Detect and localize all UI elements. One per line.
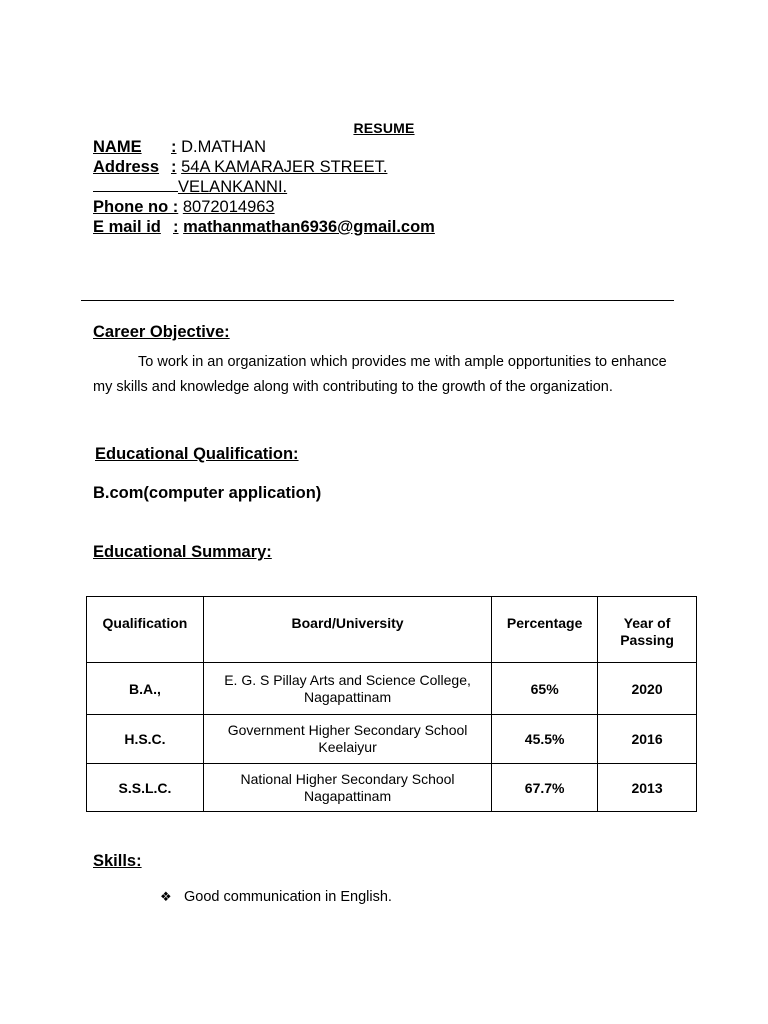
name-row [93,137,435,157]
horizontal-divider [81,300,674,301]
cell-qualification: H.S.C. [87,715,204,764]
skills-heading: Skills: [93,852,142,870]
email-row [93,217,435,237]
skill-text: Good communication in English. [184,889,392,905]
cell-board: Government Higher Secondary School Keelaiyur [203,715,491,764]
name-label: NAME [93,138,142,156]
cell-qualification: B.A., [87,663,204,715]
cell-year: 2013 [598,764,697,812]
address-row-2 [93,177,435,197]
cell-board: National Higher Secondary School Nagapattinam [203,764,491,812]
educational-summary-heading: Educational Summary: [93,543,272,561]
educational-qualification-heading: Educational Qualification: [95,445,299,463]
document-title: RESUME [353,120,415,136]
table-row [87,764,697,812]
cell-year: 2016 [598,715,697,764]
personal-info [93,137,435,237]
career-objective-heading: Career Objective: [93,323,230,341]
email-colon: : [173,218,179,236]
skills-list [160,889,392,905]
career-objective-text [93,350,673,400]
cell-percentage: 65% [492,663,598,715]
list-item [160,889,392,905]
education-table [86,596,697,812]
column-header-board: Board/University [203,597,491,663]
degree-text: B.com(computer application) [93,484,322,502]
address-row [93,157,435,177]
table-row [87,663,697,715]
email-label: E mail id [93,218,161,236]
cell-percentage: 45.5% [492,715,598,764]
email-value: mathanmathan6936@gmail.com [183,218,435,236]
name-value: D.MATHAN [181,138,267,156]
name-colon: : [171,138,177,156]
phone-label: Phone no : [93,198,179,216]
address-colon: : [171,158,177,176]
column-header-percentage: Percentage [492,597,598,663]
cell-qualification: S.S.L.C. [87,764,204,812]
cell-board: E. G. S Pillay Arts and Science College, Nagapattinam [203,663,491,715]
address-label: Address [93,158,160,176]
table-row [87,715,697,764]
address-line-1: 54A KAMARAJER STREET. [181,158,388,176]
diamond-bullet-icon: ❖ [160,889,172,904]
address-indent-rule [93,177,178,192]
cell-percentage: 67.7% [492,764,598,812]
table-header-row [87,597,697,663]
address-line-2: VELANKANNI. [178,178,288,196]
career-objective-body: To work in an organization which provides me with ample opportunities to enhance my skills and knowledge along with contributing to the growth of the organization. [93,354,667,395]
cell-year: 2020 [598,663,697,715]
column-header-qualification: Qualification [87,597,204,663]
column-header-year: Year of Passing [598,597,697,663]
phone-row [93,197,435,217]
phone-value: 8072014963 [182,198,275,216]
